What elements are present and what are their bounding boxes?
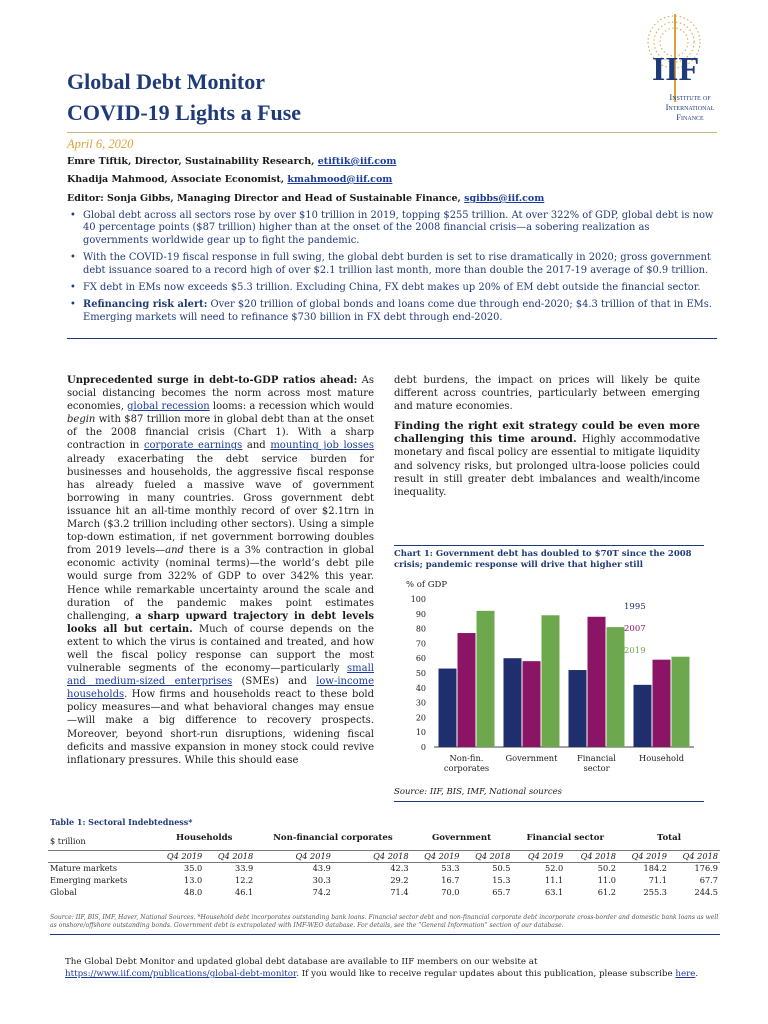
table-cell: 48.0 xyxy=(184,887,203,897)
link-smes[interactable]: small and medium-sized enterprises xyxy=(67,663,374,688)
page-title xyxy=(67,66,301,128)
x-tick-label: Non-fin. xyxy=(449,753,484,763)
bar-1995-3 xyxy=(634,685,652,747)
bar-2019-1 xyxy=(542,615,560,747)
table-cell: 33.9 xyxy=(235,863,254,874)
y-tick-label: 20 xyxy=(415,713,426,723)
table-cell: 11.0 xyxy=(597,875,617,885)
table-cell: 65.7 xyxy=(492,887,511,897)
subheader-cell: Q4 2018 xyxy=(462,850,513,862)
editor-email[interactable]: sgibbs@iif.com xyxy=(464,193,545,204)
legend-1995: 1995 xyxy=(624,602,646,612)
footer-subscribe-link[interactable]: here xyxy=(675,969,696,979)
y-tick-label: 80 xyxy=(415,624,426,634)
subheader-cell: Q4 2018 xyxy=(333,850,411,862)
x-tick-label: Government xyxy=(505,753,558,763)
bar-2019-0 xyxy=(477,611,495,747)
chart-title: Chart 1: Government debt has doubled to $70T since the 2008 crisis; pandemic response will drive that higher still xyxy=(394,549,692,570)
table-cell: 16.7 xyxy=(441,875,460,885)
editor: Editor: Sonja Gibbs, Managing Director and Head of Sustainable Finance, sgibbs@iif.com xyxy=(67,193,545,204)
bar-2007-2 xyxy=(588,617,606,747)
x-tick-label: sector xyxy=(583,763,610,773)
y-tick-label: 60 xyxy=(415,654,426,664)
logo-line3: Finance xyxy=(676,112,704,122)
table-cell: 74.2 xyxy=(312,887,331,897)
table-cell: 11.1 xyxy=(545,875,564,885)
table-cell: 255.3 xyxy=(643,887,667,897)
author-2: Khadija Mahmood, Associate Economist, kmahmood@iif.com xyxy=(67,174,393,185)
table-cell: 53.3 xyxy=(441,863,460,874)
group-households: Households xyxy=(176,832,233,843)
y-tick-label: 100 xyxy=(410,595,426,604)
chart-top-rule xyxy=(394,545,704,546)
title-line2: COVID-19 Lights a Fuse xyxy=(67,100,302,125)
table-cell: 29.2 xyxy=(390,875,409,885)
subheader-cell: Q4 2018 xyxy=(669,850,720,862)
table-cell: 71.1 xyxy=(648,875,667,885)
body-left-column: Unprecedented surge in debt-to-GDP ratios ahead: As social distancing becomes the norm across most mature economies, global recession looms: a recession which would begin with $87 trillion more in global debt than at the onset of the 2008 financial crisis (Chart 1). With a sharp contraction in corporate earnings and mounting job losses already exacerbating the debt service burden for businesses and households, the aggressive fiscal response has already fueled a massive wave of government borrowing in many countries. Gross government debt issuance hit an all-time monthly record of over $2.1trn in March ($3.2 trillion including other sectors). Using a simple top-down estimation, if net government borrowing doubles from 2019 levels—and there is a 3% contraction in global economic activity (nominal terms)—the world’s debt pile would surge from 322% of GDP to over 342% this year. Hence while remarkable uncertainty around the scale and duration of the pandemic makes point estimates challenging, a sharp upward trajectory in debt levels looks all but certain. Much of course depends on the extent to which the virus is contained and treated, and how well the fiscal policy response can support the most vulnerable segments of the economy—particularly small and medium-sized enterprises (SMEs) and low-income households. How firms and households react to these bold policy measures—and what behavioral changes may ensue—will make a big difference to recovery prospects. Moreover, beyond short-run disruptions, widening fiscal deficits and massive expansion in money stock could revive inflationary pressures. While this should ease xyxy=(67,375,374,766)
x-tick-label: corporates xyxy=(443,763,490,773)
table-cell: 50.5 xyxy=(492,863,511,874)
bar-2019-3 xyxy=(672,657,690,747)
body-right-column xyxy=(394,374,700,499)
table-cell: 67.7 xyxy=(699,875,718,885)
row-label: Global xyxy=(50,887,77,897)
table-cell: 13.0 xyxy=(184,875,203,885)
y-tick-label: 40 xyxy=(415,683,426,693)
subheader-cell: Q4 2019 xyxy=(618,850,669,862)
subheader-cell: Q4 2018 xyxy=(565,850,618,862)
group-financial: Financial sector xyxy=(526,832,605,843)
legend-2019: 2019 xyxy=(624,646,646,656)
author-2-email[interactable]: kmahmood@iif.com xyxy=(287,174,393,185)
logo-line2: International xyxy=(665,102,715,112)
bar-1995-1 xyxy=(504,658,522,747)
paragraph-exit-strategy: Finding the right exit strategy could be even more challenging this time around. Highly accommodative monetary and fiscal policy are essential to mitigate liquidity and solvency risks, but prolonged ultra-loose policies could result in still greater debt imbalances and wealth/income inequality. xyxy=(394,420,700,498)
publication-date: April 6, 2020 xyxy=(67,137,134,151)
legend-2007: 2007 xyxy=(624,624,646,634)
table-row xyxy=(48,874,720,886)
y-tick-label: 0 xyxy=(420,743,426,752)
bar-1995-2 xyxy=(569,670,587,747)
y-tick-label: 70 xyxy=(415,639,426,649)
table-bottom-rule xyxy=(50,934,720,935)
row-label: Mature markets xyxy=(50,863,118,874)
bullet-2: • With the COVID-19 fiscal response in full swing, the global debt burden is set to rise dramatically in 2020; gross government debt issuance soared to a record high of over $2.1 trillion last month, more than double the 2017-19 average of $0.9 trillion. xyxy=(67,252,717,277)
group-total: Total xyxy=(657,832,681,843)
bar-1995-0 xyxy=(439,669,457,747)
subheader-cell: Q4 2019 xyxy=(411,850,462,862)
subheader-cell: Q4 2019 xyxy=(153,850,204,862)
iif-logo xyxy=(644,14,728,124)
author-1-email[interactable]: etiftik@iif.com xyxy=(317,156,397,167)
sectoral-indebtedness-table xyxy=(48,826,720,898)
table-cell: 50.2 xyxy=(597,863,617,874)
link-low-income-households[interactable]: low-income households xyxy=(67,676,374,701)
link-mounting-job-losses[interactable]: mounting job losses xyxy=(270,440,374,452)
group-government: Government xyxy=(431,832,492,843)
svg-text:IIF: IIF xyxy=(652,51,700,88)
bar-2019-2 xyxy=(607,627,625,747)
chart-source: Source: IIF, BIS, IMF, National sources xyxy=(394,787,562,797)
bar-chart xyxy=(394,575,704,785)
table-title: Table 1: Sectoral Indebtedness* xyxy=(50,817,193,827)
table-row xyxy=(48,886,720,898)
table-unit: $ trillion xyxy=(50,835,86,846)
link-corporate-earnings[interactable]: corporate earnings xyxy=(143,440,243,452)
table-cell: 71.4 xyxy=(390,887,409,897)
table-row xyxy=(48,862,720,874)
row-label: Emerging markets xyxy=(50,875,128,885)
footer-website-link[interactable]: https://www.iif.com/publications/global-debt-monitor xyxy=(65,969,297,979)
table-cell: 61.2 xyxy=(597,887,617,897)
group-nonfin: Non-financial corporates xyxy=(273,832,393,843)
author-1: Emre Tiftik, Director, Sustainability Research, etiftik@iif.com xyxy=(67,156,397,167)
footer-note: The Global Debt Monitor and updated global debt database are available to IIF members on our website at https://www.iif.com/publications/global-debt-monitor. If you would like to receive regular updates about this publication, please subscribe here. xyxy=(65,957,699,979)
table-cell: 43.9 xyxy=(312,863,331,874)
table-cell: 35.0 xyxy=(184,863,203,874)
paragraph-continued: debt burdens, the impact on prices will likely be quite different across countries, particularly between emerging and mature economies. xyxy=(394,375,700,413)
table-cell: 12.2 xyxy=(235,875,254,885)
section-rule xyxy=(67,338,717,339)
subheader-cell: Q4 2018 xyxy=(204,850,255,862)
x-tick-label: Financial xyxy=(577,753,616,763)
bar-2007-0 xyxy=(458,633,476,747)
table-cell: 15.3 xyxy=(492,875,511,885)
table-note: Source: IIF, BIS, IMF, Haver, National Sources. *Household debt incorporates outstanding bank loans. Financial sector debt and non-financial corporate debt incorporate cross-border and domestic bank loans as well as onshore/offshore outstanding bonds. Government debt is extrapolated with IMF-WEO database. For details, see the “General Information” section of our database. xyxy=(50,914,719,929)
title-line1: Global Debt Monitor xyxy=(67,69,265,94)
y-tick-label: 50 xyxy=(415,669,426,678)
logo-line1: Institute of xyxy=(669,92,711,102)
title-rule xyxy=(67,132,717,133)
subheader-cell: Q4 2019 xyxy=(255,850,333,862)
y-tick-label: 10 xyxy=(415,728,426,738)
bullet-1: • Global debt across all sectors rose by over $10 trillion in 2019, topping $255 trillion. At over 322% of GDP, global debt is now 40 percentage points ($87 trillion) higher than at the onset of the 2008 financial crisis—a sobering realization as governments worldwide gear up to fight the pandemic. xyxy=(67,210,717,247)
table-cell: 70.0 xyxy=(441,887,460,897)
subheader-cell: Q4 2019 xyxy=(512,850,565,862)
table-cell: 42.3 xyxy=(390,863,409,874)
table-cell: 176.9 xyxy=(694,863,718,874)
x-tick-label: Household xyxy=(638,753,685,763)
table-cell: 52.0 xyxy=(545,863,564,874)
bar-2007-1 xyxy=(523,661,541,747)
y-axis-label: % of GDP xyxy=(406,580,448,590)
table-cell: 30.3 xyxy=(312,875,331,885)
table-cell: 46.1 xyxy=(235,887,254,897)
table-cell: 244.5 xyxy=(694,887,718,897)
y-tick-label: 90 xyxy=(415,609,426,619)
table-cell: 63.1 xyxy=(545,887,564,897)
table-subheader-row xyxy=(48,850,720,862)
bullet-3: • FX debt in EMs now exceeds $5.3 trillion. Excluding China, FX debt makes up 20% of EM debt outside the financial sector. xyxy=(67,282,717,294)
bullet-4: • Refinancing risk alert: Over $20 trillion of global bonds and loans come due through end-2020; $4.3 trillion of that in EMs. Emerging markets will need to refinance $730 billion in FX debt through end-2020. xyxy=(67,299,717,324)
key-points xyxy=(67,210,717,329)
table-cell: 184.2 xyxy=(643,863,667,874)
bar-2007-3 xyxy=(653,660,671,747)
link-global-recession[interactable]: global recession xyxy=(127,401,210,413)
chart-bottom-rule xyxy=(394,801,704,802)
y-tick-label: 30 xyxy=(415,698,426,708)
